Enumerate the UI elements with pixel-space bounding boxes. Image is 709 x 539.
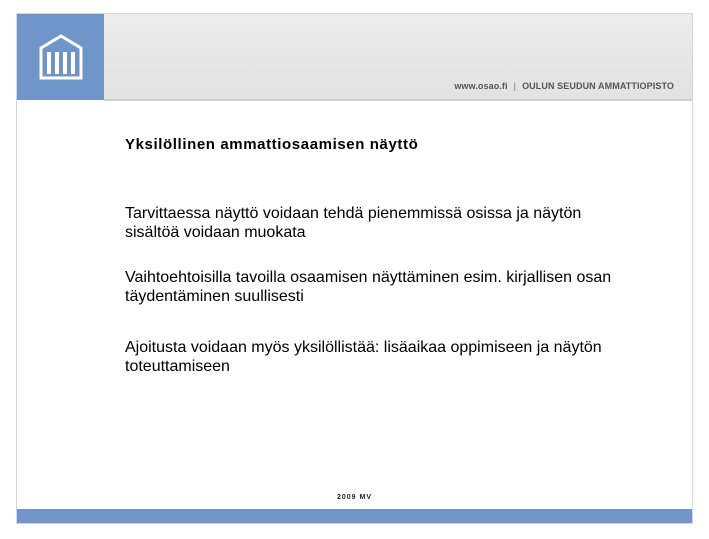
header-text [454,81,674,91]
logo [17,14,104,100]
header-url[interactable]: www.osao.fi [454,81,508,91]
logo-icon [35,30,87,84]
bullet-item: Tarvittaessa näyttö voidaan tehdä pienemmissä osissa ja näytön sisältöä voidaan muokata [125,205,582,241]
header-separator: | [513,81,517,91]
bullet-item: Vaihtoehtoisilla tavoilla osaamisen näyttäminen esim. kirjallisen osan täydentäminen suullisesti [125,269,612,305]
bullet-item: Ajoitusta voidaan myös yksilöllistää: lisäaikaa oppimiseen ja näytön toteuttamiseen [125,339,602,375]
header-divider [104,99,692,101]
slide-title: Yksilöllinen ammattiosaamisen näyttö [125,136,419,153]
footer-text: 2009 MV [336,494,373,501]
footer-band [17,509,692,523]
slide [17,14,692,523]
header-band [17,14,692,100]
header-organization: OULUN SEUDUN AMMATTIOPISTO [522,81,674,91]
